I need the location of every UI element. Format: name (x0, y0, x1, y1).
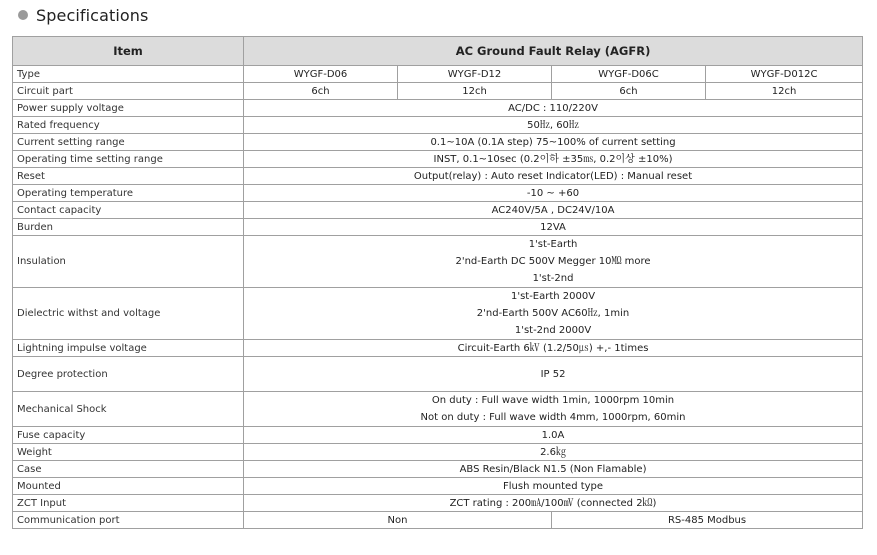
row-label: Weight (13, 444, 244, 461)
table-row-circuit (13, 83, 863, 100)
row-label: ZCT Input (13, 495, 244, 512)
table-row-weight (13, 444, 863, 461)
row-value (244, 236, 863, 288)
row-label: Current setting range (13, 134, 244, 151)
header-item: Item (13, 37, 244, 66)
table-row-lightning (13, 340, 863, 357)
row-label: Case (13, 461, 244, 478)
table-row-burden (13, 219, 863, 236)
row-value: IP 52 (244, 357, 863, 392)
row-label: Rated frequency (13, 117, 244, 134)
table-row-zct-input (13, 495, 863, 512)
table-row-contact-capacity (13, 202, 863, 219)
table-row-dielectric (13, 288, 863, 340)
section-title: Specifications (36, 5, 149, 25)
table-row-degree-protection (13, 357, 863, 392)
circuit-cell: 6ch (244, 83, 398, 100)
row-label: Circuit part (13, 83, 244, 100)
value-line: 2'nd-Earth DC 500V Megger 10㏁ more (455, 256, 651, 267)
section-heading (18, 4, 148, 26)
model-cell: WYGF-D06C (552, 66, 706, 83)
row-label: Lightning impulse voltage (13, 340, 244, 357)
table-row-rated-frequency (13, 117, 863, 134)
table-header-row (13, 37, 863, 66)
value-line: 1'st-Earth 2000V (510, 291, 596, 302)
model-cell: WYGF-D06 (244, 66, 398, 83)
row-label: Fuse capacity (13, 427, 244, 444)
row-value: 1.0A (244, 427, 863, 444)
table-row-reset (13, 168, 863, 185)
row-value: AC240V/5A , DC24V/10A (244, 202, 863, 219)
circuit-cell: 6ch (552, 83, 706, 100)
row-value: ABS Resin/Black N1.5 (Non Flamable) (244, 461, 863, 478)
row-value: Output(relay) : Auto reset Indicator(LED) : Manual reset (244, 168, 863, 185)
row-value: Circuit-Earth 6㎸ (1.2/50㎲) +,- 1times (244, 340, 863, 357)
row-label: Type (13, 66, 244, 83)
specifications-table (12, 36, 863, 529)
value-line: 1'st-Earth (528, 239, 578, 250)
communication-rs485: RS-485 Modbus (552, 512, 863, 529)
row-value: ZCT rating : 200㎃/100㎷ (connected 2㏀) (244, 495, 863, 512)
row-value: AC/DC : 110/220V (244, 100, 863, 117)
table-row-temperature (13, 185, 863, 202)
value-line: On duty : Full wave width 1min, 1000rpm 10min (431, 395, 675, 406)
row-label: Contact capacity (13, 202, 244, 219)
row-value: 0.1~10A (0.1A step) 75~100% of current setting (244, 134, 863, 151)
row-value: 12VA (244, 219, 863, 236)
row-label: Mechanical Shock (13, 392, 244, 427)
row-label: Operating time setting range (13, 151, 244, 168)
table-row-communication (13, 512, 863, 529)
row-value: -10 ~ +60 (244, 185, 863, 202)
row-label: Burden (13, 219, 244, 236)
row-label: Degree protection (13, 357, 244, 392)
row-label: Communication port (13, 512, 244, 529)
table-row-case (13, 461, 863, 478)
model-cell: WYGF-D12 (398, 66, 552, 83)
row-value (244, 288, 863, 340)
circuit-cell: 12ch (398, 83, 552, 100)
row-value: 2.6㎏ (244, 444, 863, 461)
value-line: 2'nd-Earth 500V AC60㎐, 1min (476, 308, 630, 319)
model-cell: WYGF-D012C (706, 66, 863, 83)
table-row-mechanical-shock (13, 392, 863, 427)
row-label: Insulation (13, 236, 244, 288)
value-line: Not on duty : Full wave width 4mm, 1000rpm, 60min (420, 412, 686, 423)
row-label: Operating temperature (13, 185, 244, 202)
table-row-insulation (13, 236, 863, 288)
row-value: 50㎐, 60㎐ (244, 117, 863, 134)
row-label: Power supply voltage (13, 100, 244, 117)
row-value: INST, 0.1~10sec (0.2이하 ±35㎳, 0.2이상 ±10%) (244, 151, 863, 168)
table-row-type (13, 66, 863, 83)
row-label: Reset (13, 168, 244, 185)
header-product: AC Ground Fault Relay (AGFR) (244, 37, 863, 66)
row-label: Dielectric withst and voltage (13, 288, 244, 340)
circuit-cell: 12ch (706, 83, 863, 100)
table-row-operating-time (13, 151, 863, 168)
row-label: Mounted (13, 478, 244, 495)
value-line: 1'st-2nd 2000V (514, 325, 592, 336)
table-row-power-supply (13, 100, 863, 117)
communication-non: Non (244, 512, 552, 529)
table-row-fuse (13, 427, 863, 444)
row-value (244, 392, 863, 427)
row-value: Flush mounted type (244, 478, 863, 495)
table-row-mounted (13, 478, 863, 495)
value-line: 1'st-2nd (532, 273, 574, 284)
table-row-current-setting (13, 134, 863, 151)
bullet-circle-icon (18, 10, 28, 20)
